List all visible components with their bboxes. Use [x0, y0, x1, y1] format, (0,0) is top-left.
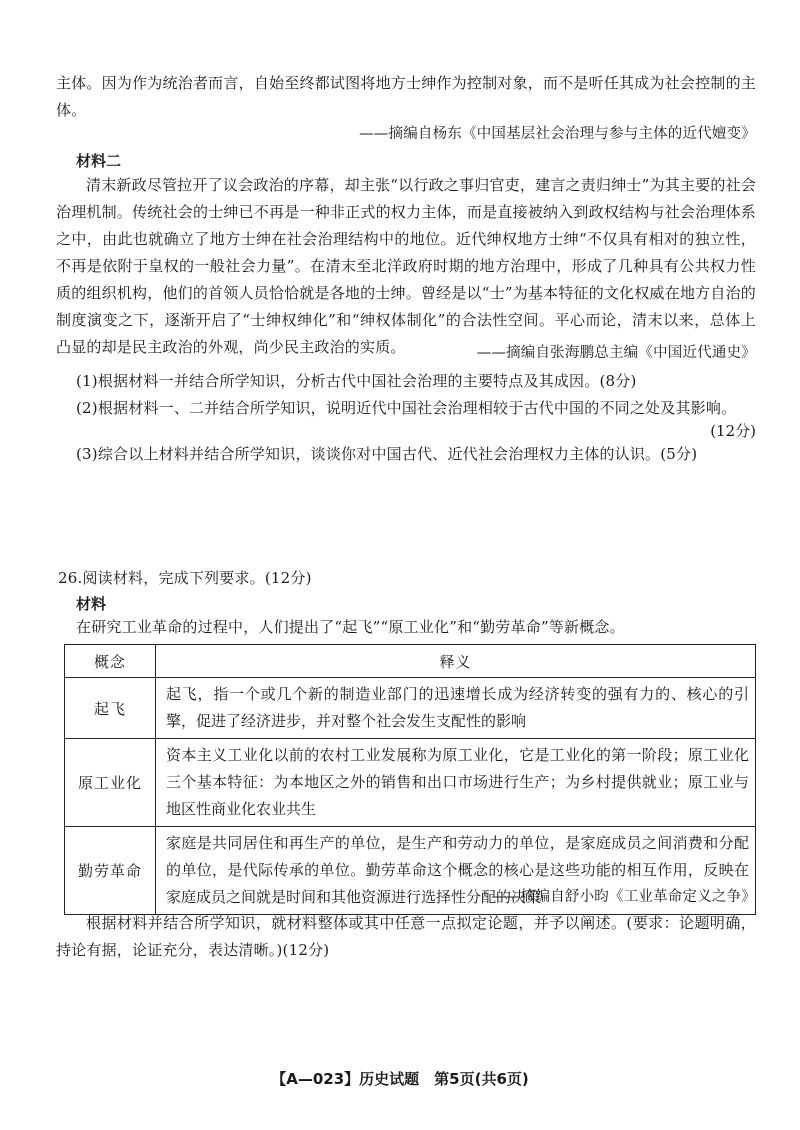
term-cell: 勤劳革命 — [65, 827, 156, 915]
term-cell: 原工业化 — [65, 739, 156, 827]
material1-tail-text: 主体。因为作为统治者而言，自始至终都试图将地方士绅作为控制对象，而不是听任其成为社会控制的主体。 — [56, 74, 756, 119]
material2-heading: 材料二 — [76, 152, 122, 170]
question-25-2: (2)根据材料一、二并结合所学知识，说明近代中国社会治理相较于古代中国的不同之处及其影响。 — [76, 399, 737, 417]
material2-source: ——摘编自张海鹏总主编《中国近代通史》 — [476, 345, 756, 361]
material1-source: ——摘编自杨东《中国基层社会治理与参与主体的近代嬗变》 — [359, 126, 756, 142]
table-row — [65, 678, 756, 739]
question-26-requirement: 根据材料并结合所学知识，就材料整体或其中任意一点拟定论题，并予以阐述。(要求：论题明确，持论有据，论证充分，表达清晰。)(12分) — [56, 914, 756, 959]
question-25-1: (1)根据材料一并结合所学知识，分析古代中国社会治理的主要特点及其成因。(8分) — [76, 372, 637, 390]
concept-table — [64, 644, 756, 915]
table-header-definition: 释义 — [156, 645, 756, 678]
page-footer: 【A—023】历史试题 第5页(共6页) — [271, 1070, 529, 1088]
question-25-2-score: (12分) — [710, 422, 756, 440]
material2-text: 清末新政尽管拉开了议会政治的序幕，却主张“以行政之事归官吏，建言之责归绅士”为其主要的社会治理机制。传统社会的士绅已不再是一种非正式的权力主体，而是直接被纳入到政权结构与社会治理体系之中，由此也就确立了地方士绅在社会治理结构中的地位。近代绅权地方士绅“不仅具有相对的独立性，不再是依附于皇权的一般社会力量”。在清末至北洋政府时期的地方治理中，形成了几种具有公共权力性质的组织机构，他们的首领人员恰恰就是各地的士绅。曾经是以“士”为基本特征的文化权威在地方自治的制度演变之下，逐渐开启了“士绅权绅化”和“绅权体制化”的合法性空间。平心而论，清末以来，总体上凸显的却是民主政治的外观，尚少民主政治的实质。 — [56, 176, 756, 356]
table-header-concept: 概念 — [65, 645, 156, 678]
table-header-row — [65, 645, 756, 678]
question-26-intro: 在研究工业革命的过程中，人们提出了“起飞”“原工业化”和“勤劳革命”等新概念。 — [76, 618, 625, 636]
question-26-title: 26.阅读材料，完成下列要求。(12分) — [58, 569, 312, 587]
question-26-material-heading: 材料 — [76, 595, 107, 613]
definition-cell: 家庭是共同居住和再生产的单位，是生产和劳动力的单位，是家庭成员之间消费和分配的单位，是代际传承的单位。勤劳革命这个概念的核心是这些功能的相互作用，反映在家庭成员之间就是时间和其他资源进行选择性分配的决策 — [156, 827, 756, 915]
question-25-3: (3)综合以上材料并结合所学知识，谈谈你对中国古代、近代社会治理权力主体的认识。(5分) — [76, 445, 698, 463]
table-row — [65, 739, 756, 827]
definition-cell: 起飞，指一个或几个新的制造业部门的迅速增长成为经济转变的强有力的、核心的引擎，促进了经济进步，并对整个社会发生支配性的影响 — [156, 678, 756, 739]
term-cell: 起飞 — [65, 678, 156, 739]
definition-cell: 资本主义工业化以前的农村工业发展称为原工业化，它是工业化的第一阶段；原工业化三个基本特征：为本地区之外的销售和出口市场进行生产；为乡村提供就业；原工业与地区性商业化农业共生 — [156, 739, 756, 827]
question-26-source: ——摘编自舒小昀《工业革命定义之争》 — [491, 889, 756, 905]
